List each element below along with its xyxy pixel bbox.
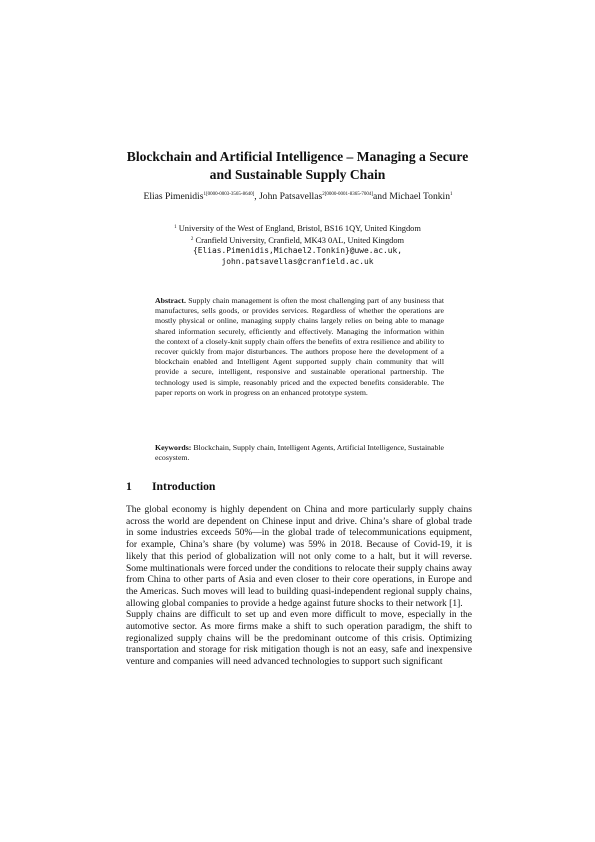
author-name: Michael Tonkin — [389, 191, 451, 202]
author-affiliation-marker: 1 — [450, 192, 453, 197]
author-list: Elias Pimenidis$^{1[0000-0003-3565-8640]}$, John Patsavellas$^{2[0000-0001-8365-7004]}$and Michael Tonkin$^1$ — [143, 191, 453, 202]
author-name: John Patsavellas — [259, 191, 323, 202]
abstract-text: Supply chain management is often the most challenging part of any business that manufactures, sells goods, or provides services. Regardless of whether the operations are mostly physical or online, managing supply chains largely relies on being able to manage shared information securely, efficiently and effectively. Managing the information within the context of a closely-knit supply chain offers the benefits of extra resilience and ability to recover quickly from major disturbances. The authors propose here the development of a blockchain enabled and Intelligent Agent supported supply chain community that will provide a secure, intelligent, responsive and sustainable operational partnership. The technology used is simple, reasonably priced and the expected benefits considerable. The paper reports on work in progress on an enhanced prototype system. — [155, 296, 444, 397]
paper-title: Blockchain and Artificial Intelligence – Managing a Secure and Sustainable Supply Chain — [126, 149, 469, 182]
author-affiliation-marker: 1[0000-0003-3565-8640] — [203, 192, 255, 197]
abstract-label: Abstract. — [155, 296, 186, 305]
keywords-label: Keywords: — [155, 443, 192, 452]
section-title: Introduction — [152, 480, 216, 493]
affiliations — [140, 223, 455, 267]
affiliation-line — [140, 235, 455, 247]
section-heading — [126, 480, 486, 493]
section-body — [126, 505, 472, 669]
body-paragraph: Supply chains are difficult to set up and even more difficult to move, especially in the automotive sector. As more firms make a shift to such operation paradigm, the shift to regionalized supply chains will be the predominant outcome of this crisis. Optimizing transportation and storage for risk mitigation though is not an easy, safe and inexpensive venture and companies will need advanced technologies to support such significant — [126, 610, 472, 668]
affiliation-marker: 2 — [190, 236, 194, 242]
affiliation-text: University of the West of England, Bristol, BS16 1QY, United Kingdom — [178, 224, 421, 233]
affiliation-text: Cranfield University, Cranfield, MK43 0AL, United Kingdom — [195, 235, 405, 245]
affiliation-marker: 1 — [174, 225, 177, 230]
author-name: Elias Pimenidis — [143, 191, 204, 202]
section-number: 1 — [126, 480, 132, 493]
affiliation-line — [140, 223, 455, 235]
keywords — [155, 443, 444, 463]
keywords-text: Blockchain, Supply chain, Intelligent Agents, Artificial Intelligence, Sustainable ecosystem. — [155, 443, 444, 463]
author-affiliation-marker: 2[0000-0001-8365-7004] — [322, 192, 374, 197]
abstract — [155, 296, 444, 398]
body-paragraph: The global economy is highly dependent on China and more particularly supply chains across the world are dependent on Chinese input and drive. China’s share of global trade in some industries exceeds 50%—in the global trade of telecommunications equipment, for example, China’s share (by volume) was 59% in 2018. Because of Covid-19, it is likely that this period of globalization will not only come to a halt, but it will reverse. Some multinationals were forced under the conditions to relocate their supply chains away from China to other parts of Asia and even closer to their core operations, in Europe and the Americas. Such moves will lead to building quasi-independent regional supply chains, allowing global companies to provide a hedge against future shocks to their network [1]. — [126, 505, 472, 609]
author-emails[interactable]: {Elias.Pimenidis,Michael2.Tonkin}@uwe.ac.uk, john.patsavellas@cranfield.ac.uk — [192, 246, 403, 266]
